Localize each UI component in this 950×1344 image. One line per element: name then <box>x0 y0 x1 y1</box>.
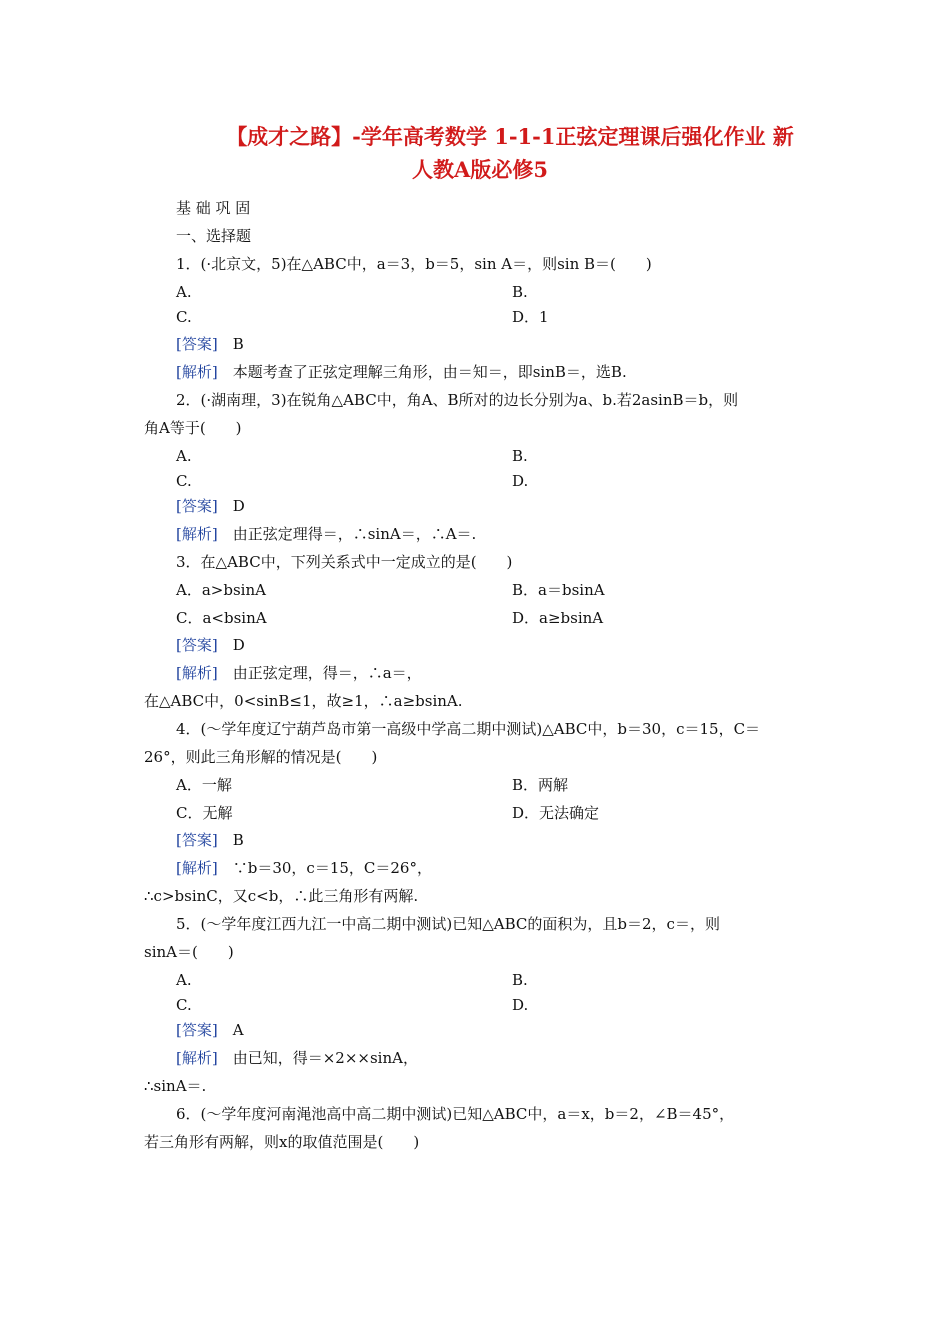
q3-option-a: A．a>bsinA <box>176 581 266 599</box>
q4-answer: B <box>232 831 244 849</box>
q1-option-c: C. <box>176 308 192 326</box>
q5-option-a: A. <box>176 971 192 989</box>
q1-analysis: 本题考查了正弦定理解三角形，由＝知＝，即sinB＝，选B. <box>232 363 627 381</box>
q1-option-d: D．1 <box>512 308 549 326</box>
q4-analysis-row <box>176 858 432 878</box>
q1-answer-row <box>176 334 244 354</box>
q3-analysis-row <box>176 663 422 683</box>
analysis-tag: [解析] <box>176 363 218 381</box>
q2-stem-line-1: 2．(·湖南理，3)在锐角△ABC中，角A、B所对的边长分别为a、b.若2asinB＝b，则 <box>176 391 739 409</box>
q5-answer: A <box>232 1021 244 1039</box>
q4-option-a: A．一解 <box>176 776 232 794</box>
q3-stem: 3．在△ABC中，下列关系式中一定成立的是( ) <box>176 553 513 571</box>
q1-analysis-row <box>176 362 627 382</box>
q5-analysis-line-1: 由已知，得＝×2××sinA， <box>232 1049 418 1067</box>
q2-option-d: D. <box>512 472 529 490</box>
q5-analysis-line-2: ∴sinA＝. <box>144 1077 207 1095</box>
subsection-heading: 一、选择题 <box>176 227 252 245</box>
q4-stem-line-2: 26°，则此三角形解的情况是( ) <box>144 748 378 766</box>
q4-analysis-line-1: ∵b＝30，c＝15，C＝26°， <box>232 859 432 877</box>
q4-option-c: C．无解 <box>176 804 233 822</box>
q3-answer-row <box>176 635 245 655</box>
q3-answer: D <box>232 636 245 654</box>
analysis-tag: [解析] <box>176 525 218 543</box>
answer-tag: [答案] <box>176 335 218 353</box>
q2-stem-line-2: 角A等于( ) <box>144 419 242 437</box>
q1-option-a: A. <box>176 283 192 301</box>
q5-stem-line-2: sinA＝( ) <box>144 943 234 961</box>
analysis-tag: [解析] <box>176 1049 218 1067</box>
q1-option-b: B. <box>512 283 528 301</box>
answer-tag: [答案] <box>176 1021 218 1039</box>
q5-analysis-row <box>176 1048 418 1068</box>
q5-option-c: C. <box>176 996 192 1014</box>
q2-option-a: A. <box>176 447 192 465</box>
q1-stem: 1．(·北京文，5)在△ABC中，a＝3，b＝5，sin A＝，则sin B＝( ) <box>176 255 652 273</box>
q4-stem-line-1: 4．(～学年度辽宁葫芦岛市第一高级中学高二期中测试)△ABC中，b＝30，c＝15，C＝ <box>176 720 761 738</box>
q4-answer-row <box>176 830 244 850</box>
q1-answer: B <box>232 335 244 353</box>
q2-answer: D <box>232 497 245 515</box>
analysis-tag: [解析] <box>176 664 218 682</box>
section-heading: 基 础 巩 固 <box>176 199 251 217</box>
q6-stem-line-2: 若三角形有两解，则x的取值范围是( ) <box>144 1133 420 1151</box>
q5-option-b: B. <box>512 971 528 989</box>
q3-analysis-line-2: 在△ABC中，0<sinB≤1，故≥1，∴a≥bsinA. <box>144 692 463 710</box>
q5-stem-line-1: 5．(～学年度江西九江一中高二期中测试)已知△ABC的面积为，且b＝2，c＝，则 <box>176 915 720 933</box>
q3-option-d: D．a≥bsinA <box>512 609 604 627</box>
answer-tag: [答案] <box>176 636 218 654</box>
q2-analysis: 由正弦定理得＝，∴sinA＝，∴A＝. <box>232 525 477 543</box>
q4-option-b: B．两解 <box>512 776 569 794</box>
title-line-1: 【成才之路】-学年高考数学 1-1-1正弦定理课后强化作业 新 <box>226 124 794 149</box>
q5-answer-row <box>176 1020 244 1040</box>
q3-option-c: C．a<bsinA <box>176 609 267 627</box>
analysis-tag: [解析] <box>176 859 218 877</box>
q2-answer-row <box>176 496 245 516</box>
q3-option-b: B．a＝bsinA <box>512 581 605 599</box>
answer-tag: [答案] <box>176 831 218 849</box>
q6-stem-line-1: 6．(～学年度河南渑池高中高二期中测试)已知△ABC中，a＝x，b＝2，∠B＝45°， <box>176 1105 735 1123</box>
q3-analysis-line-1: 由正弦定理，得＝，∴a＝， <box>232 664 422 682</box>
title-line-2: 人教A版必修5 <box>412 157 548 182</box>
q4-option-d: D．无法确定 <box>512 804 600 822</box>
q2-option-c: C. <box>176 472 192 490</box>
document-title <box>140 120 820 186</box>
q2-analysis-row <box>176 524 476 544</box>
answer-tag: [答案] <box>176 497 218 515</box>
q2-option-b: B. <box>512 447 528 465</box>
q5-option-d: D. <box>512 996 529 1014</box>
q4-analysis-line-2: ∴c>bsinC，又c<b，∴此三角形有两解. <box>144 887 419 905</box>
